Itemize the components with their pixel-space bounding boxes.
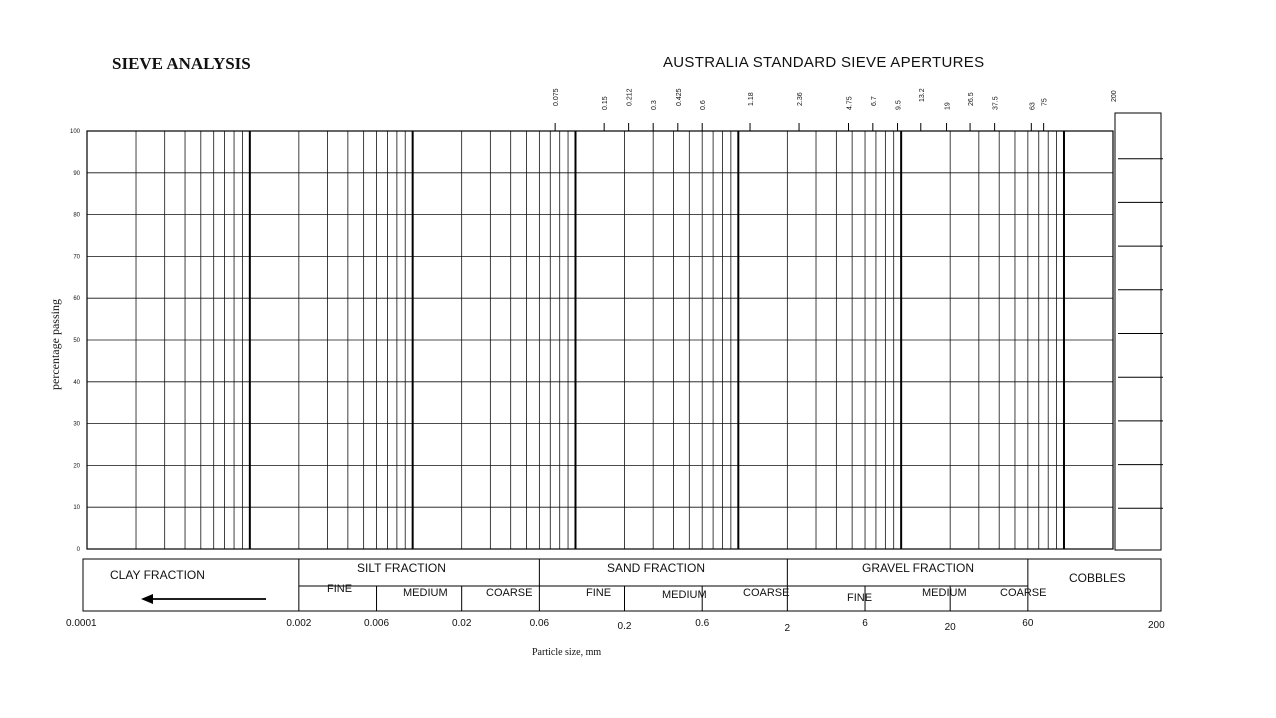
x-axis-label: Particle size, mm <box>532 647 602 658</box>
sieve-aperture-label: 13.2 <box>918 88 926 102</box>
x-tick-label: 0.2 <box>617 621 632 632</box>
x-tick-label: 0.06 <box>529 618 550 629</box>
sieve-aperture-label: 200 <box>1111 90 1118 102</box>
y-tick-label: 90 <box>73 170 80 177</box>
x-tick-label: 0.002 <box>286 618 312 629</box>
y-tick-label: 60 <box>73 296 80 303</box>
x-tick-label: 2 <box>784 623 791 634</box>
y-tick-label: 100 <box>69 129 80 135</box>
sieve-aperture-label: 4.75 <box>846 96 854 110</box>
y-axis-label: percentage passing <box>48 299 62 390</box>
sieve-aperture-label: 6.7 <box>870 96 878 106</box>
sieve-aperture-label: 2.36 <box>797 92 805 106</box>
fraction-name: COBBLES <box>1069 571 1126 585</box>
y-tick-label: 10 <box>73 505 80 512</box>
sieve-aperture-label: 37.5 <box>992 96 1000 110</box>
x-tick-label: 6 <box>862 618 868 629</box>
fraction-subdivision: COARSE <box>743 587 790 599</box>
sieve-aperture-label: 75 <box>1041 98 1049 106</box>
y-tick-label: 0 <box>76 547 80 553</box>
fraction-subdivision: FINE <box>847 592 873 604</box>
y-tick-labels <box>70 129 81 553</box>
y-tick-label: 40 <box>73 379 80 386</box>
sieve-aperture-label: 0.212 <box>626 88 634 106</box>
fraction-subdivision: COARSE <box>486 587 533 599</box>
clay-arrow-head <box>141 594 153 604</box>
sieve-aperture-label: 0.425 <box>675 88 683 106</box>
x-tick-label: 0.006 <box>364 618 390 629</box>
sieve-aperture-label: 19 <box>944 102 952 110</box>
x-tick-label: 200 <box>1148 620 1165 631</box>
fraction-subdivision: MEDIUM <box>662 589 707 601</box>
x-tick-label: 60 <box>1022 618 1034 629</box>
y-tick-label: 20 <box>73 463 80 470</box>
right-scale-box <box>1115 113 1161 550</box>
chart-title: SIEVE ANALYSIS <box>112 54 251 73</box>
plot-grid <box>87 113 1163 550</box>
sieve-aperture-label: 0.15 <box>602 96 610 110</box>
fraction-subdivision: COARSE <box>1000 587 1047 599</box>
sieve-aperture-label: 0.6 <box>700 100 708 110</box>
fraction-table <box>83 559 1161 611</box>
x-tick-label: 0.0001 <box>66 618 97 629</box>
fraction-subdivision: FINE <box>586 587 612 599</box>
fraction-name: CLAY FRACTION <box>110 568 205 582</box>
fraction-name: SILT FRACTION <box>357 561 446 575</box>
x-tick-label: 20 <box>944 622 956 633</box>
y-tick-label: 70 <box>73 254 80 261</box>
sieve-aperture-scale <box>553 88 1118 110</box>
sieve-apertures-heading: AUSTRALIA STANDARD SIEVE APERTURES <box>663 54 985 71</box>
sieve-aperture-label: 0.3 <box>651 100 659 110</box>
y-tick-label: 30 <box>73 421 80 428</box>
sieve-aperture-label: 26.5 <box>968 92 976 106</box>
fraction-subdivision: FINE <box>327 583 353 595</box>
sieve-aperture-label: 1.18 <box>748 92 756 106</box>
sieve-aperture-label: 63 <box>1029 102 1037 110</box>
y-tick-label: 80 <box>73 212 80 219</box>
fraction-name: GRAVEL FRACTION <box>862 561 975 575</box>
x-tick-label: 0.6 <box>695 618 710 629</box>
fraction-subdivision: MEDIUM <box>922 587 967 599</box>
fraction-name: SAND FRACTION <box>607 561 706 575</box>
sieve-aperture-label: 9.5 <box>895 100 903 110</box>
sieve-aperture-label: 0.075 <box>553 88 561 106</box>
y-tick-label: 50 <box>73 338 80 344</box>
x-tick-label: 0.02 <box>451 618 472 629</box>
x-tick-labels <box>66 618 1165 634</box>
fraction-subdivision: MEDIUM <box>403 587 448 599</box>
